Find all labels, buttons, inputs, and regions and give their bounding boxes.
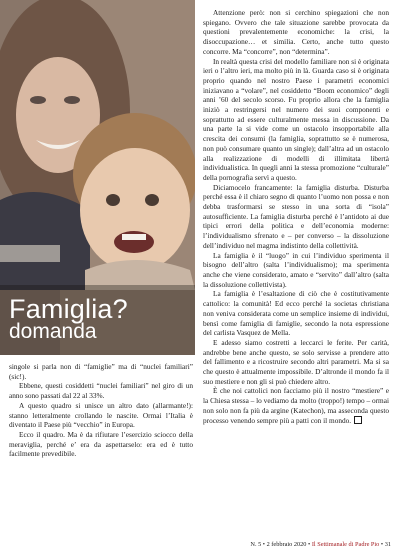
article-title: Famiglia?	[9, 294, 128, 324]
footer-issue: N. 5 • 2 febbraio 2020 •	[250, 541, 311, 548]
paragraph: A questo quadro si unisce un altro dato (allarmante!): stanno letteralmente crollando le nascite. Ormai l’Italia è diventato il Paese più “vecchio” in Europa.	[9, 400, 193, 430]
paragraph: In realtà questa crisi del modello familiare non si è originata ieri o l’altro ieri, ma molto più in là. Guarda caso si è originata proprio quando nel nostro Paese i parametri economici iniziavano a “volare”, nel cosiddetto “Boom economico” degli anni ’60 del secolo scorso. Fu proprio allora che la famiglia iniziò a restringersi nel numero dei suoi componenti e soprattutto ad essere culturalmente messa in discussione. Da una parte la si vide come un ostacolo insopportabile alla crescita dei consumi (la famiglia, soprattutto se è numerosa, non può consumare quanto un single); dall’altra ad un ostacolo alla realizzazione di modelli di illimitata libertà individualistica. In quegli anni la stessa promozione “culturale” della pornografia servì a questo.	[203, 56, 389, 182]
paragraph: singole si parla non di “famiglie” ma di “nuclei familiari” (sic!).	[9, 362, 193, 381]
end-mark-icon	[354, 416, 362, 424]
paragraph-last	[203, 386, 389, 425]
footer-publication: Il Settimanale di Padre Pio	[311, 541, 380, 548]
page-footer	[250, 541, 391, 548]
article-photo	[0, 0, 195, 355]
paragraph: La famiglia è l’esaltazione di ciò che è costitutivamente cattolico: la comunità! Ed ecco perché la societas christiana non veniva considerata come un semplice insieme di individui, bensì come famiglia di famiglie, secondo la nota espressione del carlista Vasquez de Mella.	[203, 289, 389, 338]
footer-page: • 31	[380, 541, 391, 548]
paragraph: Attenzione però: non si cerchino spiegazioni che non spiegano. Ovvero che tale situazione sarebbe provocata da questioni prevalentemente economiche: la crisi, la disoccupazione… et similia. Certo, anche tutto questo concorre. Ma “concorre”, non “determina”.	[203, 8, 389, 56]
right-column	[203, 8, 389, 425]
left-column	[9, 362, 193, 459]
article-subtitle: domanda	[9, 320, 97, 343]
paragraph: Ecco il quadro. Ma è da rifiutare l’esercizio sciocco della meraviglia, perché e’ era da aspettarselo: era ed è tutto facilmente prevedibile.	[9, 429, 193, 459]
paragraph: Ebbene, questi cosiddetti “nuclei familiari” nel giro di un anno sono passati dal 22 al 33%.	[9, 381, 193, 401]
paragraph: La famiglia è il “luogo” in cui l’individuo sperimenta il bisogno dell’altro (salta l’individualismo); ma sperimenta anche che viene considerato, amato e “servito” dall’altro (salta la dissoluzione collettivista).	[203, 250, 389, 289]
paragraph-text: È che noi cattolici non facciamo più il nostro “mestiere” e la Chiesa stessa – lo vediamo da molto (troppo!) tempo – ormai non solo non fa più da argine (Katechon), ma asseconda questo processo venendo sempre più a patti con il mondo.	[203, 386, 389, 425]
paragraph: E adesso siamo costretti a leccarci le ferite. Per carità, andrebbe bene anche questo, se solo servisse a prendere atto del fallimento e a ricostruire secondo altri parametri. Ma si sa che questo è attualmente impossibile. D’altronde il mondo fa il suo mestiere e non gli si può chiedere altro.	[203, 337, 389, 386]
paragraph: Diciamocelo francamente: la famiglia disturba. Disturba perché essa è il chiaro segno di quanto l’uomo non possa e non debba trasformarsi se stesso in una sorta di “isola” autosufficiente. La famiglia disturba perché è l’antidoto ai due tipici errori della politica e dell’economia moderne: l’individualismo sfrenato e – per converso – la dissoluzione dell’individuo nel magma indistinto della collettività.	[203, 182, 389, 250]
